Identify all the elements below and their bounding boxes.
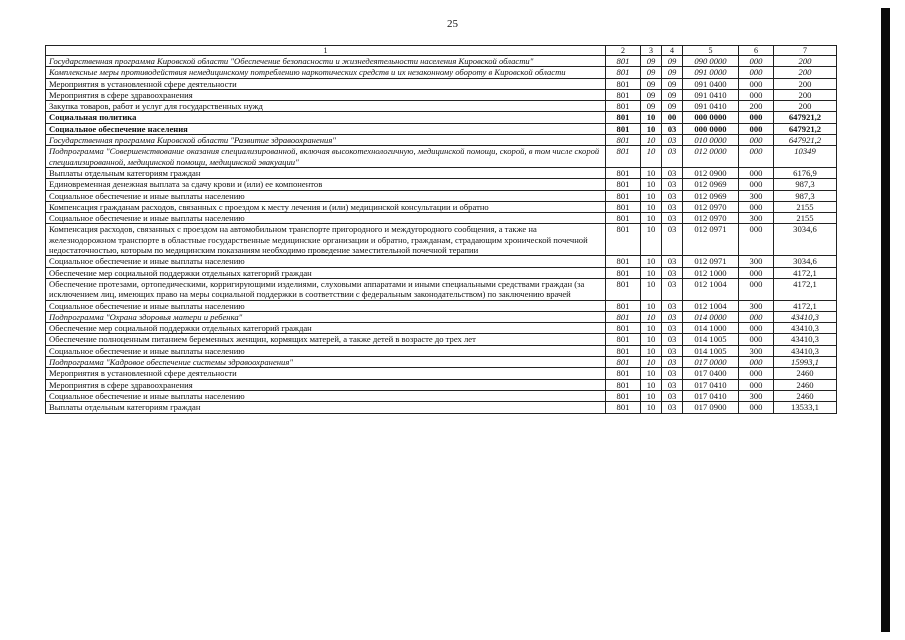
table-row [46,368,837,379]
row-amount: 647921,2 [774,112,837,123]
row-amount: 13533,1 [774,402,837,413]
row-amount: 2155 [774,213,837,224]
table-row [46,390,837,401]
header-col-6: 6 [739,46,774,56]
row-expense-type: 300 [739,390,774,401]
row-subsection: 03 [662,357,683,368]
row-ministry-code: 801 [606,179,641,190]
row-ministry-code: 801 [606,267,641,278]
row-target-article: 012 1004 [683,300,739,311]
row-target-article: 012 0971 [683,224,739,256]
row-subsection: 03 [662,123,683,134]
row-target-article: 091 0410 [683,101,739,112]
row-subsection: 00 [662,112,683,123]
row-target-article: 090 0000 [683,56,739,67]
row-amount: 647921,2 [774,123,837,134]
row-subsection: 03 [662,167,683,178]
row-amount: 43410,3 [774,345,837,356]
row-name: Подпрограмма "Охрана здоровья матери и ребенка" [46,311,606,322]
row-target-article: 017 0410 [683,379,739,390]
row-expense-type: 000 [739,146,774,168]
row-ministry-code: 801 [606,112,641,123]
row-expense-type: 000 [739,278,774,300]
row-name: Социальное обеспечение и иные выплаты населению [46,190,606,201]
table-row [46,256,837,267]
row-name: Социальное обеспечение и иные выплаты населению [46,300,606,311]
table-row [46,402,837,413]
row-amount: 647921,2 [774,135,837,146]
row-ministry-code: 801 [606,323,641,334]
row-subsection: 03 [662,256,683,267]
row-expense-type: 300 [739,256,774,267]
row-target-article: 012 0970 [683,213,739,224]
row-target-article: 017 0900 [683,402,739,413]
table-row [46,179,837,190]
table-row [46,334,837,345]
row-name: Подпрограмма "Совершенствование оказания специализированной, включая высокотехнологичную, медицинской помощи, скорой, в том числе скорой специализированной, медицинской помощи, медицинской эвакуации" [46,146,606,168]
header-col-7: 7 [774,46,837,56]
row-name: Обеспечение полноценным питанием беременных женщин, кормящих матерей, а также детей в возрасте до трех лет [46,334,606,345]
row-name: Обеспечение мер социальной поддержки отдельных категорий граждан [46,267,606,278]
row-name: Государственная программа Кировской области "Обеспечение безопасности и жизнедеятельности населения Кировской области" [46,56,606,67]
table-row [46,190,837,201]
row-section: 10 [641,311,662,322]
row-amount: 4172,1 [774,300,837,311]
row-subsection: 03 [662,190,683,201]
table-row [46,267,837,278]
row-section: 10 [641,402,662,413]
row-expense-type: 000 [739,67,774,78]
row-subsection: 09 [662,56,683,67]
row-name: Обеспечение протезами, ортопедическими, корригирующими изделиями, слуховыми аппаратами и иными специальными средствами граждан (за исключением лиц, имеющих право на меры социальной поддержки в соответствии с федеральным законодательством) по заключению врачей [46,278,606,300]
row-section: 10 [641,278,662,300]
row-amount: 2460 [774,368,837,379]
header-col-5: 5 [683,46,739,56]
row-ministry-code: 801 [606,146,641,168]
row-section: 10 [641,190,662,201]
row-amount: 3034,6 [774,224,837,256]
row-name: Социальное обеспечение и иные выплаты населению [46,256,606,267]
row-target-article: 012 0971 [683,256,739,267]
row-subsection: 03 [662,146,683,168]
row-subsection: 03 [662,179,683,190]
row-section: 10 [641,256,662,267]
row-name: Подпрограмма "Кадровое обеспечение системы здравоохранения" [46,357,606,368]
row-name: Комплексные меры противодействия немедицинскому потреблению наркотических средств и их незаконному обороту в Кировской области [46,67,606,78]
header-col-4: 4 [662,46,683,56]
row-section: 10 [641,357,662,368]
row-ministry-code: 801 [606,190,641,201]
header-col-3: 3 [641,46,662,56]
row-subsection: 03 [662,402,683,413]
row-section: 10 [641,123,662,134]
row-name: Закупка товаров, работ и услуг для государственных нужд [46,101,606,112]
row-target-article: 012 0970 [683,201,739,212]
table-row [46,201,837,212]
row-target-article: 012 1004 [683,278,739,300]
row-target-article: 014 1005 [683,345,739,356]
row-ministry-code: 801 [606,379,641,390]
row-amount: 43410,3 [774,311,837,322]
row-ministry-code: 801 [606,67,641,78]
row-section: 10 [641,390,662,401]
row-name: Социальная политика [46,112,606,123]
row-section: 09 [641,67,662,78]
row-expense-type: 000 [739,323,774,334]
row-section: 09 [641,78,662,89]
row-ministry-code: 801 [606,201,641,212]
row-subsection: 03 [662,213,683,224]
page-number: 25 [447,18,458,30]
row-section: 10 [641,379,662,390]
table-body [46,56,837,414]
table-header-row [46,46,837,56]
row-subsection: 03 [662,278,683,300]
budget-table [45,45,837,414]
row-target-article: 017 0000 [683,357,739,368]
row-name: Единовременная денежная выплата за сдачу крови и (или) ее компонентов [46,179,606,190]
table-row [46,78,837,89]
row-ministry-code: 801 [606,311,641,322]
row-name: Выплаты отдельным категориям граждан [46,167,606,178]
row-expense-type: 000 [739,311,774,322]
row-amount: 2460 [774,390,837,401]
row-section: 10 [641,345,662,356]
row-section: 10 [641,167,662,178]
row-ministry-code: 801 [606,224,641,256]
row-ministry-code: 801 [606,213,641,224]
row-section: 10 [641,179,662,190]
row-name: Государственная программа Кировской области "Развитие здравоохранения" [46,135,606,146]
row-expense-type: 000 [739,123,774,134]
row-expense-type: 000 [739,201,774,212]
row-expense-type: 000 [739,135,774,146]
row-subsection: 09 [662,101,683,112]
row-target-article: 012 0000 [683,146,739,168]
row-expense-type: 000 [739,78,774,89]
row-target-article: 012 0969 [683,179,739,190]
row-section: 10 [641,323,662,334]
row-name: Социальное обеспечение и иные выплаты населению [46,390,606,401]
row-expense-type: 300 [739,300,774,311]
row-name: Социальное обеспечение населения [46,123,606,134]
row-section: 10 [641,368,662,379]
row-ministry-code: 801 [606,390,641,401]
row-section: 10 [641,224,662,256]
row-expense-type: 000 [739,179,774,190]
row-subsection: 03 [662,368,683,379]
row-expense-type: 000 [739,112,774,123]
row-target-article: 012 0900 [683,167,739,178]
table-row [46,357,837,368]
row-amount: 200 [774,101,837,112]
row-subsection: 03 [662,224,683,256]
table-row [46,323,837,334]
row-section: 10 [641,334,662,345]
row-expense-type: 000 [739,56,774,67]
table-row [46,67,837,78]
row-ministry-code: 801 [606,334,641,345]
row-target-article: 012 0969 [683,190,739,201]
row-name: Компенсация гражданам расходов, связанных с проездом к месту лечения и (или) медицинской консультации и обратно [46,201,606,212]
row-amount: 2155 [774,201,837,212]
row-expense-type: 300 [739,213,774,224]
table-row [46,135,837,146]
row-amount: 3034,6 [774,256,837,267]
row-subsection: 09 [662,89,683,100]
table-row [46,224,837,256]
row-amount: 200 [774,78,837,89]
header-col-2: 2 [606,46,641,56]
table-row [46,213,837,224]
row-expense-type: 200 [739,101,774,112]
row-expense-type: 000 [739,334,774,345]
row-target-article: 014 0000 [683,311,739,322]
row-section: 10 [641,146,662,168]
row-section: 10 [641,201,662,212]
row-section: 10 [641,300,662,311]
row-amount: 200 [774,67,837,78]
row-name: Выплаты отдельным категориям граждан [46,402,606,413]
row-expense-type: 000 [739,357,774,368]
row-ministry-code: 801 [606,101,641,112]
row-target-article: 010 0000 [683,135,739,146]
row-target-article: 014 1005 [683,334,739,345]
row-expense-type: 000 [739,89,774,100]
row-expense-type: 000 [739,379,774,390]
row-section: 10 [641,267,662,278]
row-amount: 43410,3 [774,323,837,334]
row-amount: 43410,3 [774,334,837,345]
table-row [46,345,837,356]
row-target-article: 000 0000 [683,123,739,134]
row-ministry-code: 801 [606,345,641,356]
row-subsection: 03 [662,201,683,212]
row-target-article: 091 0410 [683,89,739,100]
row-name: Мероприятия в установленной сфере деятельности [46,368,606,379]
row-name: Мероприятия в сфере здравоохранения [46,379,606,390]
row-subsection: 03 [662,379,683,390]
row-subsection: 09 [662,78,683,89]
table-row [46,89,837,100]
row-expense-type: 000 [739,368,774,379]
table-row [46,56,837,67]
table-row [46,101,837,112]
row-ministry-code: 801 [606,78,641,89]
row-name: Компенсация расходов, связанных с проездом на автомобильном транспорте пригородного и междугородного сообщения, а также на железнодорожном транспорте в областные государственные медицинские организации и обратно, гражданам, страдающим хронической почечной недостаточностью, которым по медицинским показаниям необходимо проведение заместительной почечной терапии [46,224,606,256]
row-subsection: 09 [662,67,683,78]
row-amount: 4172,1 [774,267,837,278]
row-name: Социальное обеспечение и иные выплаты населению [46,345,606,356]
row-ministry-code: 801 [606,167,641,178]
row-expense-type: 000 [739,402,774,413]
row-subsection: 03 [662,345,683,356]
row-ministry-code: 801 [606,256,641,267]
row-ministry-code: 801 [606,402,641,413]
row-target-article: 014 1000 [683,323,739,334]
table-row [46,278,837,300]
row-amount: 4172,1 [774,278,837,300]
row-expense-type: 000 [739,224,774,256]
table-row [46,300,837,311]
row-section: 10 [641,135,662,146]
row-target-article: 012 1000 [683,267,739,278]
row-amount: 10349 [774,146,837,168]
row-target-article: 017 0410 [683,390,739,401]
row-name: Обеспечение мер социальной поддержки отдельных категорий граждан [46,323,606,334]
row-section: 09 [641,101,662,112]
row-amount: 200 [774,89,837,100]
row-subsection: 03 [662,300,683,311]
row-target-article: 000 0000 [683,112,739,123]
table-row [46,379,837,390]
row-section: 10 [641,213,662,224]
row-section: 10 [641,112,662,123]
row-subsection: 03 [662,135,683,146]
row-amount: 2460 [774,379,837,390]
row-ministry-code: 801 [606,135,641,146]
row-subsection: 03 [662,323,683,334]
row-expense-type: 300 [739,190,774,201]
row-amount: 987,3 [774,190,837,201]
row-name: Мероприятия в сфере здравоохранения [46,89,606,100]
row-target-article: 091 0400 [683,78,739,89]
row-expense-type: 300 [739,345,774,356]
row-ministry-code: 801 [606,56,641,67]
row-amount: 15993,1 [774,357,837,368]
row-ministry-code: 801 [606,278,641,300]
row-amount: 987,3 [774,179,837,190]
row-target-article: 091 0000 [683,67,739,78]
row-subsection: 03 [662,267,683,278]
row-amount: 200 [774,56,837,67]
row-expense-type: 000 [739,167,774,178]
row-ministry-code: 801 [606,357,641,368]
row-ministry-code: 801 [606,300,641,311]
row-expense-type: 000 [739,267,774,278]
table-row [46,167,837,178]
row-subsection: 03 [662,311,683,322]
row-section: 09 [641,56,662,67]
row-ministry-code: 801 [606,89,641,100]
row-name: Социальное обеспечение и иные выплаты населению [46,213,606,224]
row-amount: 6176,9 [774,167,837,178]
table-row [46,112,837,123]
table-row [46,123,837,134]
row-name: Мероприятия в установленной сфере деятельности [46,78,606,89]
row-ministry-code: 801 [606,368,641,379]
table-row [46,311,837,322]
row-target-article: 017 0400 [683,368,739,379]
table-row [46,146,837,168]
row-subsection: 03 [662,390,683,401]
row-subsection: 03 [662,334,683,345]
header-col-1: 1 [46,46,606,56]
row-section: 09 [641,89,662,100]
row-ministry-code: 801 [606,123,641,134]
scan-edge-bar [881,8,890,632]
